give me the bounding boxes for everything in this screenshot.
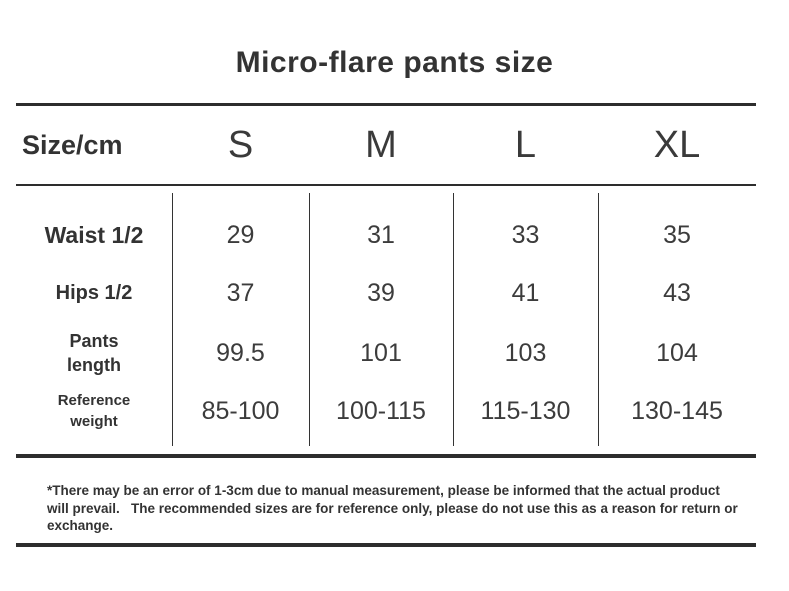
cell-waist-s: 29 xyxy=(226,220,255,249)
table-row-reference-weight xyxy=(16,381,756,441)
footnote-line-3: exchange. xyxy=(47,518,114,533)
row-label-reference-weight xyxy=(16,381,172,441)
cell-pants-length-xl: 104 xyxy=(656,338,698,367)
row-label-text: Waist 1/2 xyxy=(44,221,144,248)
table-header-row xyxy=(16,106,756,184)
cell-pants-length-l: 103 xyxy=(504,338,547,367)
row-label-text: Pants xyxy=(69,330,119,351)
cell-pants-length-s: 99.5 xyxy=(216,338,265,367)
cell-reference-weight-s: 85-100 xyxy=(201,396,280,425)
row-label-text: Hips 1/2 xyxy=(55,281,133,304)
cell-reference-weight-m: 100-115 xyxy=(336,396,426,425)
row-label-text: Reference xyxy=(57,392,131,409)
footnote xyxy=(47,482,747,535)
cell-reference-weight-l: 115-130 xyxy=(480,396,571,425)
row-label-pants-length xyxy=(16,323,172,383)
cell-hips-l: 41 xyxy=(511,278,540,307)
cell-waist-m: 31 xyxy=(367,220,395,249)
column-header-size-xl: XL xyxy=(653,123,701,166)
cell-hips-xl: 43 xyxy=(663,278,691,307)
column-header-size-s: S xyxy=(227,123,254,166)
footnote-line-1: *There may be an error of 1-3cm due to manual measurement, please be informed that the actual product xyxy=(47,483,720,498)
cell-hips-m: 39 xyxy=(367,278,395,307)
row-label-waist xyxy=(16,205,172,265)
table-row-hips xyxy=(16,263,756,323)
cell-waist-xl: 35 xyxy=(663,220,691,249)
footnote-line-2: will prevail. The recommended sizes are for reference only, please do not use this as a reason for return or xyxy=(47,500,738,516)
cell-waist-l: 33 xyxy=(511,220,540,249)
cell-hips-s: 37 xyxy=(226,278,255,307)
divider-header-bottom xyxy=(16,184,756,186)
cell-pants-length-m: 101 xyxy=(360,338,402,367)
row-label-hips xyxy=(16,263,172,323)
column-header-size-unit: Size/cm xyxy=(22,129,123,160)
table-row-waist xyxy=(16,205,756,265)
divider-note-top xyxy=(16,454,756,458)
row-label-text: length xyxy=(67,355,121,375)
page-title: Micro-flare pants size xyxy=(235,46,554,79)
cell-reference-weight-xl: 130-145 xyxy=(631,396,723,425)
row-label-text: weight xyxy=(70,413,118,430)
divider-bottom xyxy=(16,543,756,547)
column-header-size-l: L xyxy=(514,123,537,166)
column-header-size-m: M xyxy=(365,123,397,166)
table-row-pants-length xyxy=(16,323,756,383)
